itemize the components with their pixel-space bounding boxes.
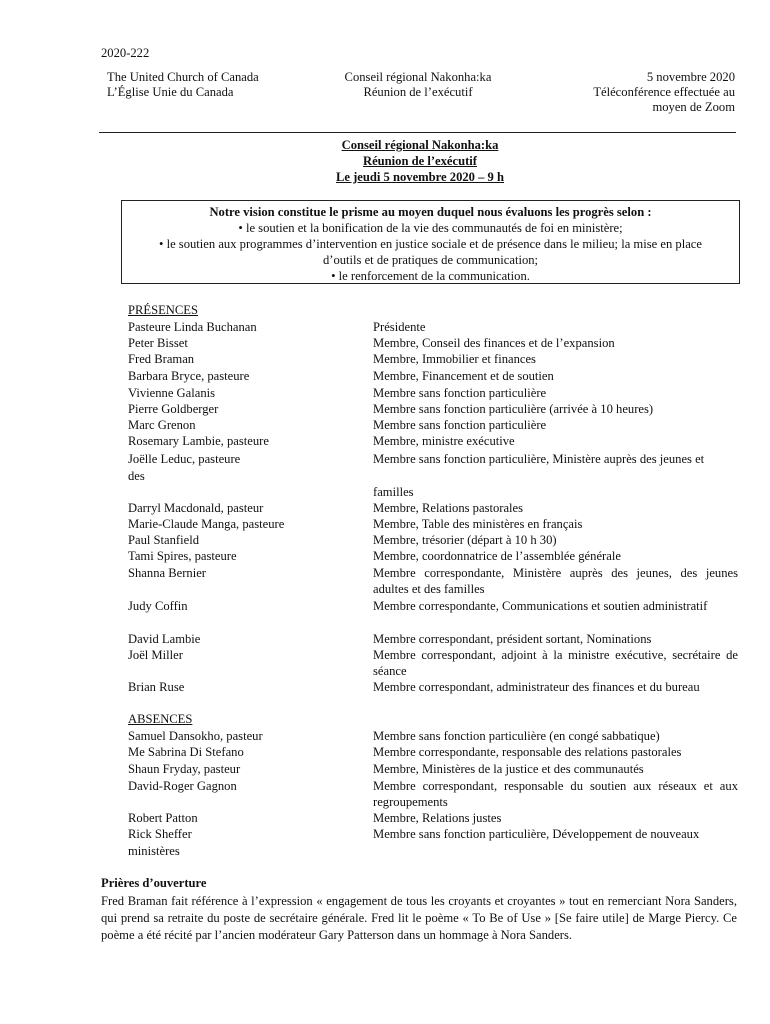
attendee-role: Membre sans fonction particulière, Ministère auprès des jeunes et (373, 452, 705, 466)
attendee-role: Membre, ministre exécutive (373, 434, 515, 448)
title-line-3: Le jeudi 5 novembre 2020 – 9 h (335, 170, 505, 184)
attendee-name: Rick Sheffer (128, 827, 192, 841)
leduc-name-continuation: des (128, 469, 145, 483)
attendee-role: Membre, Ministères de la justice et des communautés (373, 762, 644, 776)
attendee-role: Membre correspondant, responsable du soutien aux réseaux et aux regroupements (373, 779, 738, 809)
title-line-1: Conseil régional Nakonha:ka (341, 138, 499, 152)
attendee-name: David-Roger Gagnon (128, 779, 237, 793)
attendee-name: Pasteure Linda Buchanan (128, 320, 257, 334)
attendee-name: Rosemary Lambie, pasteure (128, 434, 269, 448)
attendee-name: Marc Grenon (128, 418, 196, 432)
prayers-heading: Prières d’ouverture (101, 876, 207, 890)
vision-item-2b: d’outils et de pratiques de communication; (322, 253, 539, 267)
attendee-name: Robert Patton (128, 811, 198, 825)
attendee-role: Membre, Immobilier et finances (373, 352, 536, 366)
meeting-name: Réunion de l’exécutif (363, 85, 473, 99)
vision-item-2a: • le soutien aux programmes d’intervention en justice sociale et de présence dans le milieu; la mise en place (159, 237, 702, 251)
absences-heading: ABSENCES (128, 712, 193, 726)
attendee-role: Membre correspondant, adjoint à la ministre exécutive, secrétaire de séance (373, 648, 738, 678)
attendee-role: Membre, coordonnatrice de l’assemblée générale (373, 549, 621, 563)
attendee-name: Shanna Bernier (128, 566, 206, 580)
document-number: 2020-222 (101, 46, 150, 60)
attendee-role: Membre correspondante, Ministère auprès des jeunes, des jeunes adultes et des familles (373, 566, 738, 596)
meeting-mode-2: moyen de Zoom (652, 100, 735, 114)
leduc-role-continuation: familles (373, 485, 414, 499)
header-meeting (300, 70, 536, 100)
attendee-role: Membre, Relations pastorales (373, 501, 524, 515)
attendee-name: Me Sabrina Di Stefano (128, 745, 244, 759)
meeting-mode-1: Téléconférence effectuée au (593, 85, 735, 99)
attendee-name: Barbara Bryce, pasteure (128, 369, 250, 383)
attendee-name: Marie-Claude Manga, pasteure (128, 517, 285, 531)
attendee-role: Membre correspondant, administrateur des finances et du bureau (373, 680, 700, 694)
header-divider (99, 132, 736, 133)
vision-item-1: • le soutien et la bonification de la vie des communautés de foi en ministère; (238, 221, 623, 235)
sheffer-continuation: ministères (128, 844, 180, 858)
attendee-name: Peter Bisset (128, 336, 188, 350)
attendee-name: Vivienne Galanis (128, 386, 216, 400)
attendee-role: Membre correspondante, Communications et soutien administratif (373, 599, 708, 613)
attendee-role: Membre sans fonction particulière (en congé sabbatique) (373, 729, 660, 743)
vision-heading: Notre vision constitue le prisme au moyen duquel nous évaluons les progrès selon : (209, 205, 652, 219)
meeting-date: 5 novembre 2020 (646, 70, 735, 84)
vision-item-3: • le renforcement de la communication. (331, 269, 530, 283)
attendee-name: Fred Braman (128, 352, 195, 366)
presences-heading: PRÉSENCES (128, 303, 198, 317)
prayers-text: Fred Braman fait référence à l’expression « engagement de tous les croyants et croyantes » tout en remerciant Nora Sanders, qui prend sa retraite du poste de secrétaire générale. Fred lit le poème « To Be of Use » [Se faire utile] de Marge Piercy. Ce poème a été récité par l’ancien modérateur Gary Patterson dans un hommage à Nora Sanders. (101, 894, 737, 942)
attendee-role: Membre, Conseil des finances et de l’expansion (373, 336, 615, 350)
org-name-fr: L’Église Unie du Canada (107, 85, 234, 99)
attendee-name: Joëlle Leduc, pasteure (128, 452, 241, 466)
attendee-name: David Lambie (128, 632, 201, 646)
header-date (535, 70, 735, 115)
attendee-name: Darryl Macdonald, pasteur (128, 501, 264, 515)
attendee-name: Pierre Goldberger (128, 402, 219, 416)
page-title (170, 137, 670, 185)
attendee-role: Membre correspondante, responsable des relations pastorales (373, 745, 682, 759)
attendee-role: Membre, Financement et de soutien (373, 369, 554, 383)
attendee-role: Membre correspondant, président sortant, Nominations (373, 632, 652, 646)
attendee-name: Judy Coffin (128, 599, 188, 613)
attendee-name: Brian Ruse (128, 680, 185, 694)
attendee-name: Tami Spires, pasteure (128, 549, 237, 563)
attendee-name: Joël Miller (128, 648, 183, 662)
attendee-name: Paul Stanfield (128, 533, 200, 547)
attendee-role: Membre sans fonction particulière, Développement de nouveaux (373, 827, 700, 841)
attendee-name: Shaun Fryday, pasteur (128, 762, 241, 776)
attendee-role: Membre sans fonction particulière (373, 386, 547, 400)
attendee-name: Samuel Dansokho, pasteur (128, 729, 263, 743)
title-line-2: Réunion de l’exécutif (362, 154, 478, 168)
header-organization (107, 70, 259, 100)
attendee-role: Membre sans fonction particulière (373, 418, 547, 432)
vision-box (121, 200, 740, 284)
council-name: Conseil régional Nakonha:ka (344, 70, 492, 84)
attendee-role: Présidente (373, 320, 426, 334)
attendee-role: Membre, Relations justes (373, 811, 502, 825)
attendee-role: Membre, Table des ministères en français (373, 517, 583, 531)
attendee-role: Membre sans fonction particulière (arrivée à 10 heures) (373, 402, 654, 416)
attendee-role: Membre, trésorier (départ à 10 h 30) (373, 533, 557, 547)
org-name-en: The United Church of Canada (107, 70, 259, 84)
